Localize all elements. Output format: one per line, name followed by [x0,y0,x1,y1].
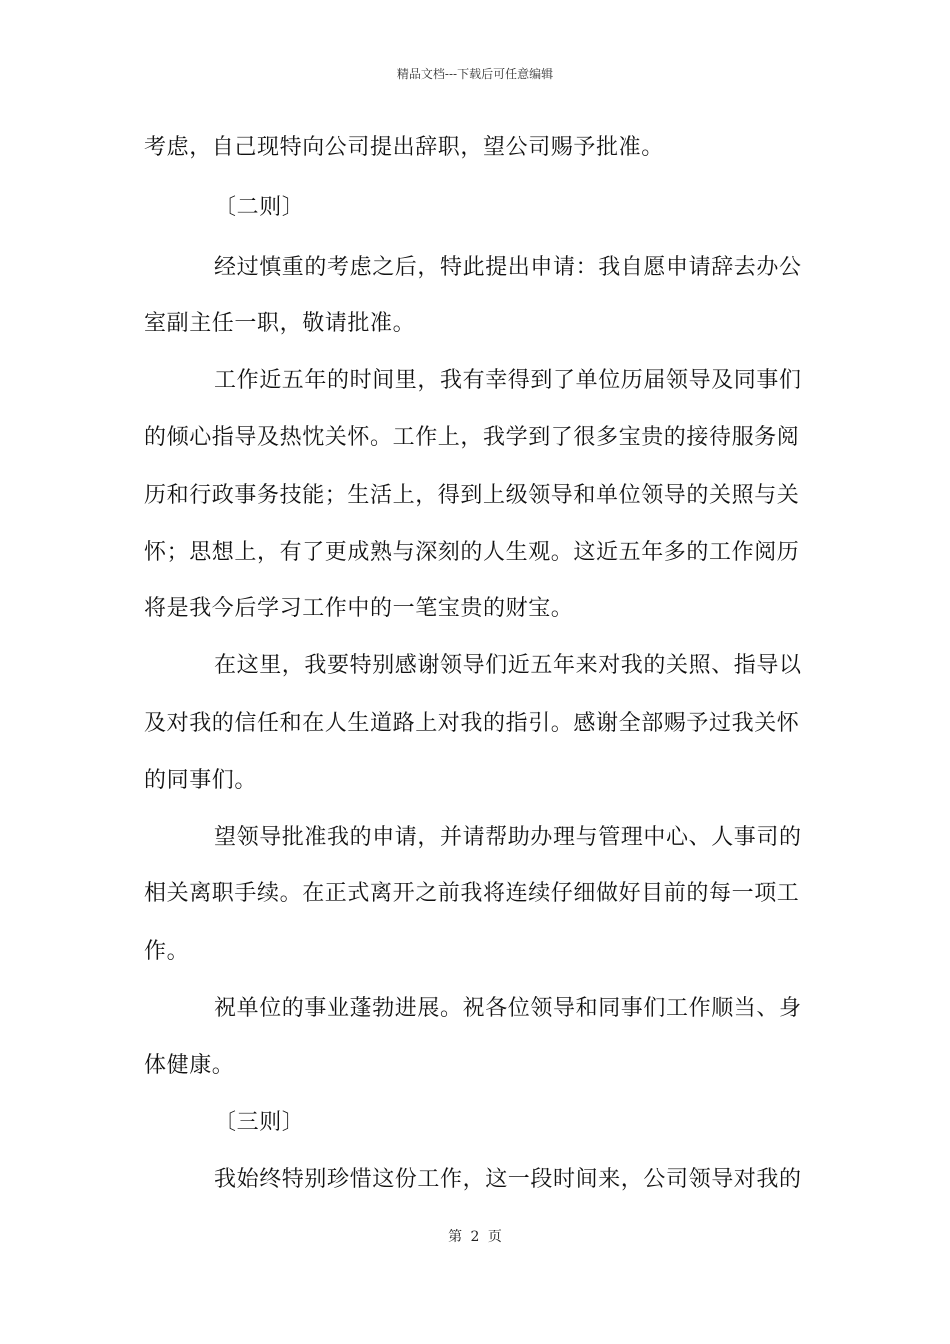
text-line-19: 我始终特别珍惜这份工作，这一段时间来，公司领导对我的 [214,1167,802,1192]
text-line-9: 将是我今后学习工作中的一笔宝贵的财宝。 [144,596,574,621]
text-line-4: 室副主任一职，敬请批准。 [144,311,416,336]
text-line-16: 祝单位的事业蓬勃进展。祝各位领导和同事们工作顺当、身 [214,996,802,1021]
text-line-10: 在这里，我要特别感谢领导们近五年来对我的关照、指导以 [214,653,802,678]
text-line-15: 作。 [144,939,190,964]
text-line-11: 及对我的信任和在人生道路上对我的指引。感谢全部赐予过我关怀 [144,711,800,736]
text-line-6: 的倾心指导及热忱关怀。工作上，我学到了很多宝贵的接待服务阅 [144,425,800,450]
text-line-5: 工作近五年的时间里，我有幸得到了单位历届领导及同事们 [214,368,802,393]
text-line-13: 望领导批准我的申请，并请帮助办理与管理中心、人事司的 [214,825,802,850]
section-heading-2: 〔二则〕 [214,195,305,220]
page-number: 第 2 页 [448,1229,502,1245]
text-line-7: 历和行政事务技能；生活上，得到上级领导和单位领导的关照与关 [144,483,800,508]
text-line-14: 相关离职手续。在正式离开之前我将连续仔细做好目前的每一项工 [144,881,800,906]
section-heading-3: 〔三则〕 [214,1110,305,1135]
text-line-17: 体健康。 [144,1053,235,1078]
text-line-8: 怀；思想上，有了更成熟与深刻的人生观。这近五年多的工作阅历 [144,540,800,565]
page-header: 精品文档---下载后可任意编辑 [396,67,554,81]
text-line-1: 考虑，自己现特向公司提出辞职，望公司赐予批准。 [144,135,664,160]
text-line-3: 经过慎重的考虑之后，特此提出申请：我自愿申请辞去办公 [214,255,802,280]
text-line-12: 的同事们。 [144,768,258,793]
